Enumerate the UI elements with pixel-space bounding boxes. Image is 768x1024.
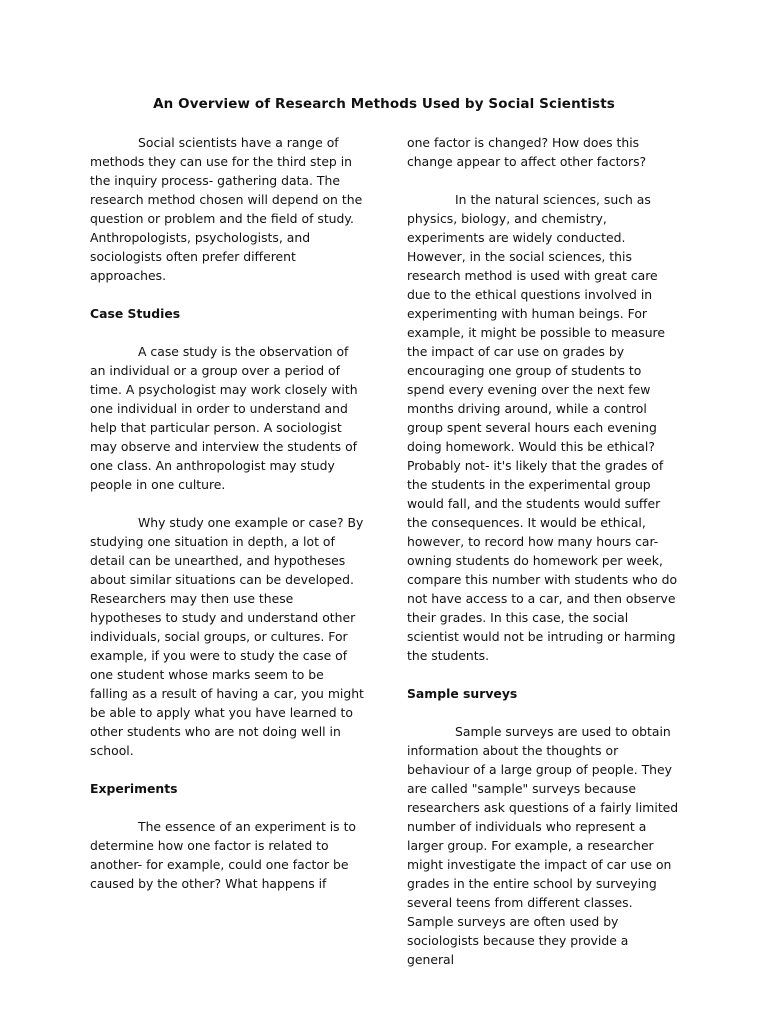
case-studies-paragraph-1: A case study is the observation of an individual or a group over a period of time. A psychologist may work closely with one individual in order to understand and help that particular person. A sociologist may observe and interview the students of one class. An anthropologist may study people in one culture. <box>90 344 358 492</box>
sample-surveys-paragraph-1: Sample surveys are used to obtain information about the thoughts or behaviour of a large group of people. They are called "sample" surveys because researchers ask questions of a fairly limited number of individuals who represent a larger group. For example, a researcher might investigate the impact of car use on grades in the entire school by surveying several teens from different classes. Sample surveys are often used by sociologists because they provide a general <box>407 724 679 967</box>
spacer <box>90 323 364 342</box>
spacer <box>90 285 364 304</box>
intro-paragraph: Social scientists have a range of methods they can use for the third step in the inquiry process- gathering data. The research method chosen will depend on the question or problem and the field of study. Anthropologists, psychologists, and sociologists often prefer different approaches. <box>90 135 363 283</box>
spacer <box>90 798 364 817</box>
document-title: An Overview of Research Methods Used by Social Scientists <box>153 96 615 112</box>
right-column <box>407 133 679 969</box>
spacer <box>90 760 364 779</box>
spacer <box>407 703 679 722</box>
left-column <box>90 133 364 893</box>
spacer <box>90 494 364 513</box>
case-studies-paragraph-2: Why study one example or case? By studying one situation in depth, a lot of detail can be unearthed, and hypotheses about similar situations can be developed. Researchers may then use these hypotheses to study and understand other individuals, social groups, or cultures. For example, if you were to study the case of one student whose marks seem to be falling as a result of having a car, you might be able to apply what you have learned to other students who are not doing well in school. <box>90 515 364 758</box>
experiments-paragraph-1: The essence of an experiment is to determine how one factor is related to another- for example, could one factor be caused by the other? What happens if <box>90 819 357 891</box>
case-studies-heading: Case Studies <box>90 306 181 321</box>
sample-surveys-heading: Sample surveys <box>407 686 518 701</box>
spacer <box>407 665 679 684</box>
experiments-paragraph-2: In the natural sciences, such as physics, biology, and chemistry, experiments are widely conducted. However, in the social sciences, this research method is used with great care due to the ethical questions involved in experimenting with human beings. For example, it might be possible to measure the impact of car use on grades by encouraging one group of students to spend every evening over the next few months driving around, while a control group spent several hours each evening doing homework. Would this be ethical? Probably not- it's likely that the grades of the students in the experimental group would fall, and the students would suffer the consequences. It would be ethical, however, to record how many hours car-owning students do homework per week, compare this number with students who do not have access to a car, and then observe their grades. In this case, the social scientist would not be intruding or harming the students. <box>407 192 678 663</box>
experiments-heading: Experiments <box>90 781 178 796</box>
spacer <box>407 171 679 190</box>
experiments-continued-paragraph: one factor is changed? How does this change appear to affect other factors? <box>407 135 647 169</box>
